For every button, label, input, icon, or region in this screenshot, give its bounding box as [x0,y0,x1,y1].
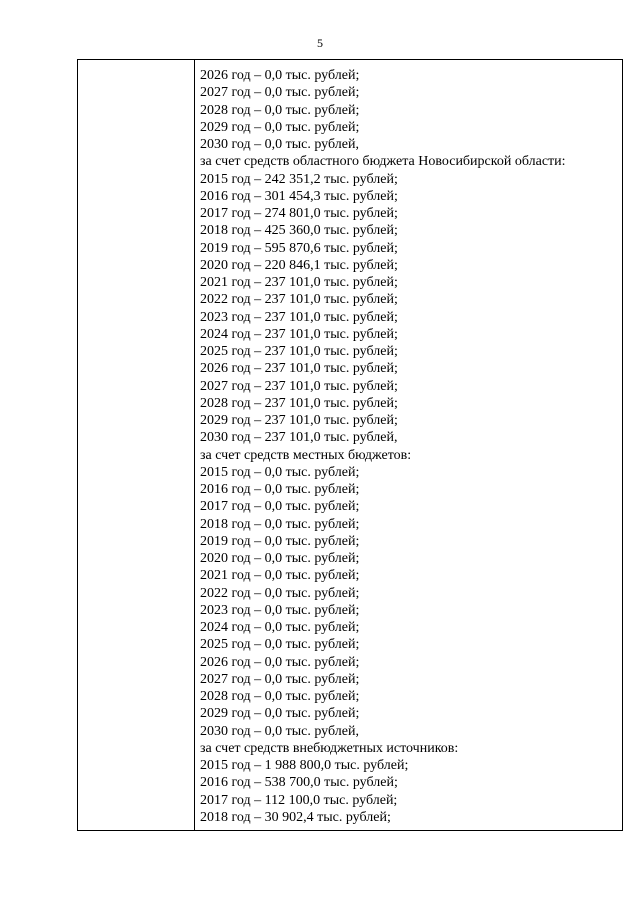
funding-line: 2017 год – 112 100,0 тыс. рублей; [200,792,398,808]
funding-line: 2030 год – 0,0 тыс. рублей, [200,137,359,152]
funding-line: 2019 год – 0,0 тыс. рублей; [200,533,360,549]
funding-line: 2018 год – 0,0 тыс. рублей; [200,516,360,532]
funding-line: 2018 год – 425 360,0 тыс. рублей; [200,223,398,239]
funding-line: 2027 год – 0,0 тыс. рублей; [200,671,360,687]
funding-line: 2016 год – 0,0 тыс. рублей; [200,482,360,497]
funding-line: 2026 год – 0,0 тыс. рублей; [200,68,360,83]
funding-line: за счет средств областного бюджета Новосибирской области: [200,154,566,170]
funding-line: 2016 год – 538 700,0 тыс. рублей; [200,775,398,791]
funding-line: 2029 год – 0,0 тыс. рублей; [200,119,360,135]
funding-line: 2030 год – 237 101,0 тыс. рублей, [200,430,398,446]
funding-line: 2028 год – 237 101,0 тыс. рублей; [200,395,398,411]
funding-text-cell [200,67,620,826]
funding-line: за счет средств внебюджетных источников: [200,740,459,756]
funding-line: 2024 год – 0,0 тыс. рублей; [200,620,360,635]
funding-line: 2015 год – 0,0 тыс. рублей; [200,464,360,480]
funding-line: 2026 год – 0,0 тыс. рублей; [200,654,360,670]
funding-line: 2017 год – 274 801,0 тыс. рублей; [200,206,398,221]
funding-line: 2016 год – 301 454,3 тыс. рублей; [200,188,398,204]
funding-line: 2022 год – 0,0 тыс. рублей; [200,585,360,601]
funding-line: 2021 год – 0,0 тыс. рублей; [200,568,360,584]
funding-line: 2021 год – 237 101,0 тыс. рублей; [200,275,398,290]
funding-line: 2025 год – 0,0 тыс. рублей; [200,637,360,653]
funding-line: 2028 год – 0,0 тыс. рублей; [200,102,360,118]
funding-line: 2029 год – 237 101,0 тыс. рублей; [200,413,398,428]
funding-table [77,59,623,831]
funding-line: 2023 год – 237 101,0 тыс. рублей; [200,309,398,325]
funding-line: 2018 год – 30 902,4 тыс. рублей; [200,809,391,825]
funding-line: 2025 год – 237 101,0 тыс. рублей; [200,344,398,359]
column-divider [194,60,195,830]
funding-line: 2020 год – 220 846,1 тыс. рублей; [200,257,398,273]
funding-line: 2027 год – 0,0 тыс. рублей; [200,85,360,101]
funding-line: 2017 год – 0,0 тыс. рублей; [200,499,360,515]
funding-line: 2027 год – 237 101,0 тыс. рублей; [200,378,398,394]
funding-line: 2019 год – 595 870,6 тыс. рублей; [200,240,398,256]
funding-line: 2015 год – 242 351,2 тыс. рублей; [200,171,398,187]
funding-line: 2028 год – 0,0 тыс. рублей; [200,689,360,704]
funding-line: 2015 год – 1 988 800,0 тыс. рублей; [200,758,409,773]
funding-line: за счет средств местных бюджетов: [200,447,412,463]
funding-line: 2026 год – 237 101,0 тыс. рублей; [200,361,398,377]
funding-line: 2020 год – 0,0 тыс. рублей; [200,551,360,566]
funding-line: 2022 год – 237 101,0 тыс. рублей; [200,292,398,308]
table-left-cell [78,60,194,830]
funding-line: 2023 год – 0,0 тыс. рублей; [200,602,360,618]
funding-line: 2030 год – 0,0 тыс. рублей, [200,723,359,739]
funding-line: 2024 год – 237 101,0 тыс. рублей; [200,326,398,342]
funding-line: 2029 год – 0,0 тыс. рублей; [200,706,360,722]
page-number: 5 [317,36,323,50]
